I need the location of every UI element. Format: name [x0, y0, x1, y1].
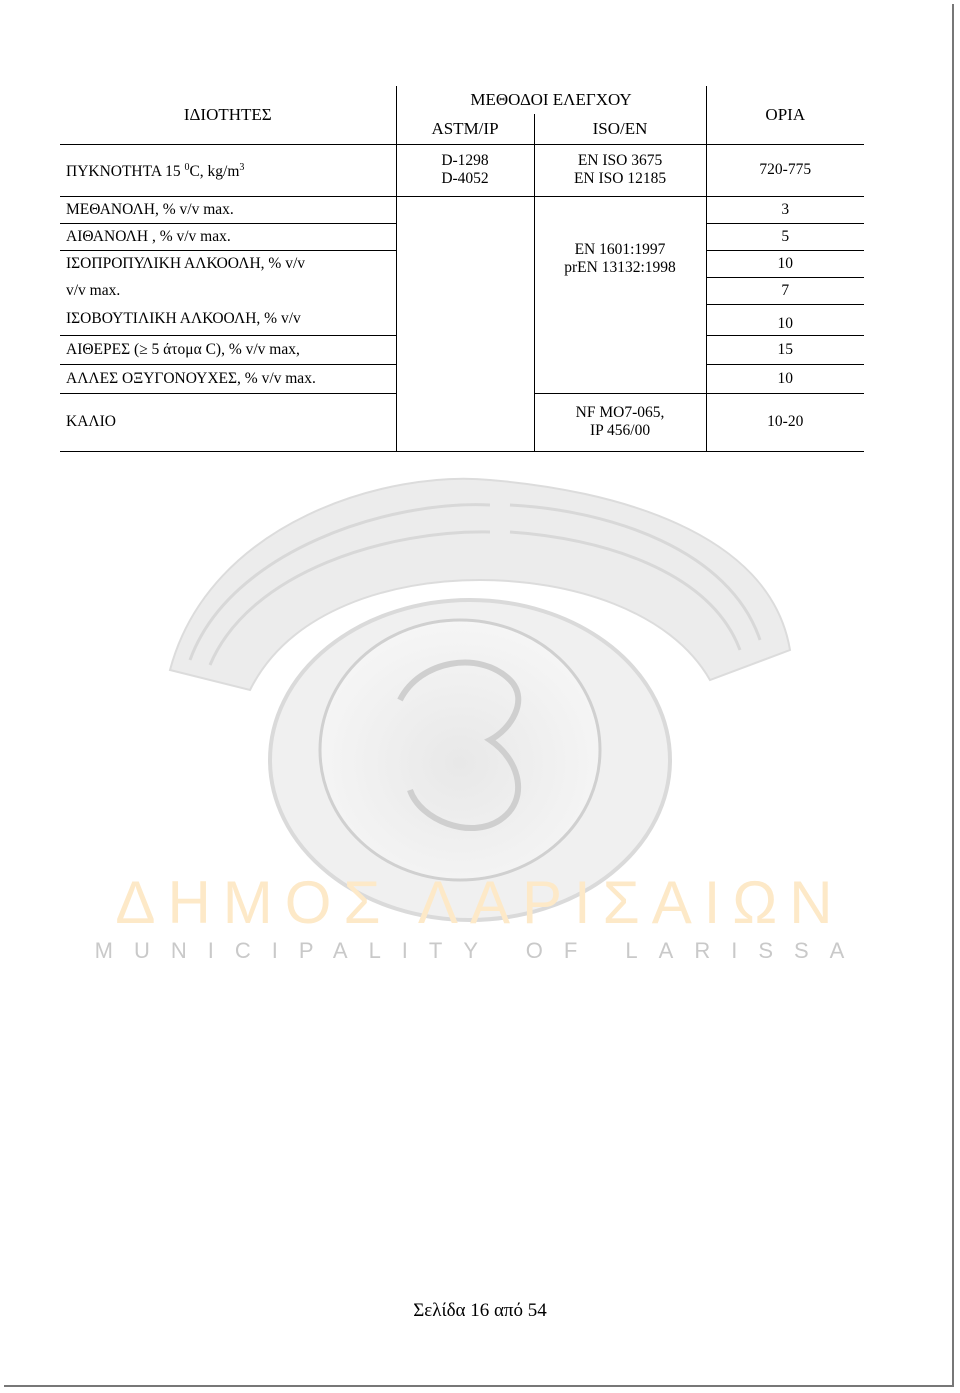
- iso-method-2: EN ISO 12185: [573, 170, 667, 187]
- page-number: Σελίδα 16 από 54: [413, 1300, 547, 1321]
- potassium-method-1: NF MO7-065,: [575, 404, 665, 421]
- row-vv-max-limit: 7: [706, 277, 864, 304]
- row-oxygenates-property: ΑΛΛΕΣ ΟΞΥΓΟΝΟΥΧΕΣ, % v/v max.: [60, 364, 396, 393]
- row-isopropyl-limit: 10: [706, 250, 864, 277]
- astm-method-1: D-1298: [441, 152, 489, 169]
- density-superscript-cube: 3: [239, 161, 245, 173]
- alcohols-iso-cell: [534, 196, 706, 393]
- fuel-specification-table: [60, 86, 864, 452]
- row-isobutyl-property: ΙΣΟΒΟΥΤΙΛΙΚΗ ΑΛΚΟΟΛΗ, % v/v: [60, 304, 396, 335]
- header-limits: ΟΡΙΑ: [706, 86, 864, 144]
- alcohols-method-1: EN 1601:1997: [574, 240, 666, 258]
- row-vv-max-property: v/v max.: [60, 277, 396, 304]
- row-density-iso: [534, 144, 706, 196]
- row-potassium-property: ΚΑΛΙΟ: [60, 393, 396, 451]
- row-ethers-limit: 15: [706, 335, 864, 364]
- row-ethers-property: ΑΙΘΕΡΕΣ (≥ 5 άτομα C), % v/v max,: [60, 335, 396, 364]
- header-iso: ISO/EN: [534, 114, 706, 144]
- density-unit: C, kg/m: [189, 163, 240, 181]
- row-methanol-limit: 3: [706, 196, 864, 223]
- row-density-property: [60, 144, 396, 196]
- row-ethanol-limit: 5: [706, 223, 864, 250]
- row-density-astm: [396, 144, 534, 196]
- astm-method-2: D-4052: [441, 170, 489, 187]
- header-astm: ASTM/IP: [396, 114, 534, 144]
- watermark-title: ΔΗΜΟΣ ΛΑΡΙΣΑΙΩΝ: [115, 869, 845, 936]
- row-methanol-property: ΜΕΘΑΝΟΛΗ, % v/v max.: [60, 196, 396, 223]
- density-label: ΠΥΚΝΟΤΗΤΑ 15: [66, 163, 185, 181]
- row-potassium-limit: 10-20: [706, 393, 864, 451]
- row-potassium-astm: [396, 393, 534, 451]
- row-potassium-iso: [534, 393, 706, 451]
- row-isobutyl-limit: 10: [706, 304, 864, 335]
- row-density-limit: 720-775: [706, 144, 864, 196]
- iso-method-1: EN ISO 3675: [577, 152, 663, 169]
- row-oxygenates-limit: 10: [706, 364, 864, 393]
- alcohols-astm-cell: [396, 196, 534, 393]
- row-isopropyl-property: ΙΣΟΠΡΟΠΥΛΙΚΗ ΑΛΚΟΟΛΗ, % v/v: [60, 250, 396, 277]
- alcohols-method-2: prEN 13132:1998: [564, 258, 676, 276]
- density-superscript-degree: 0: [184, 161, 190, 173]
- watermark-subtitle: MUNICIPALITY OF LARISSA: [94, 938, 866, 963]
- row-ethanol-property: ΑΙΘΑΝΟΛΗ , % v/v max.: [60, 223, 396, 250]
- header-properties: ΙΔΙΟΤΗΤΕΣ: [60, 86, 396, 144]
- header-methods: ΜΕΘΟΔΟΙ ΕΛΕΓΧΟΥ: [396, 86, 706, 114]
- potassium-method-2: IP 456/00: [589, 422, 651, 439]
